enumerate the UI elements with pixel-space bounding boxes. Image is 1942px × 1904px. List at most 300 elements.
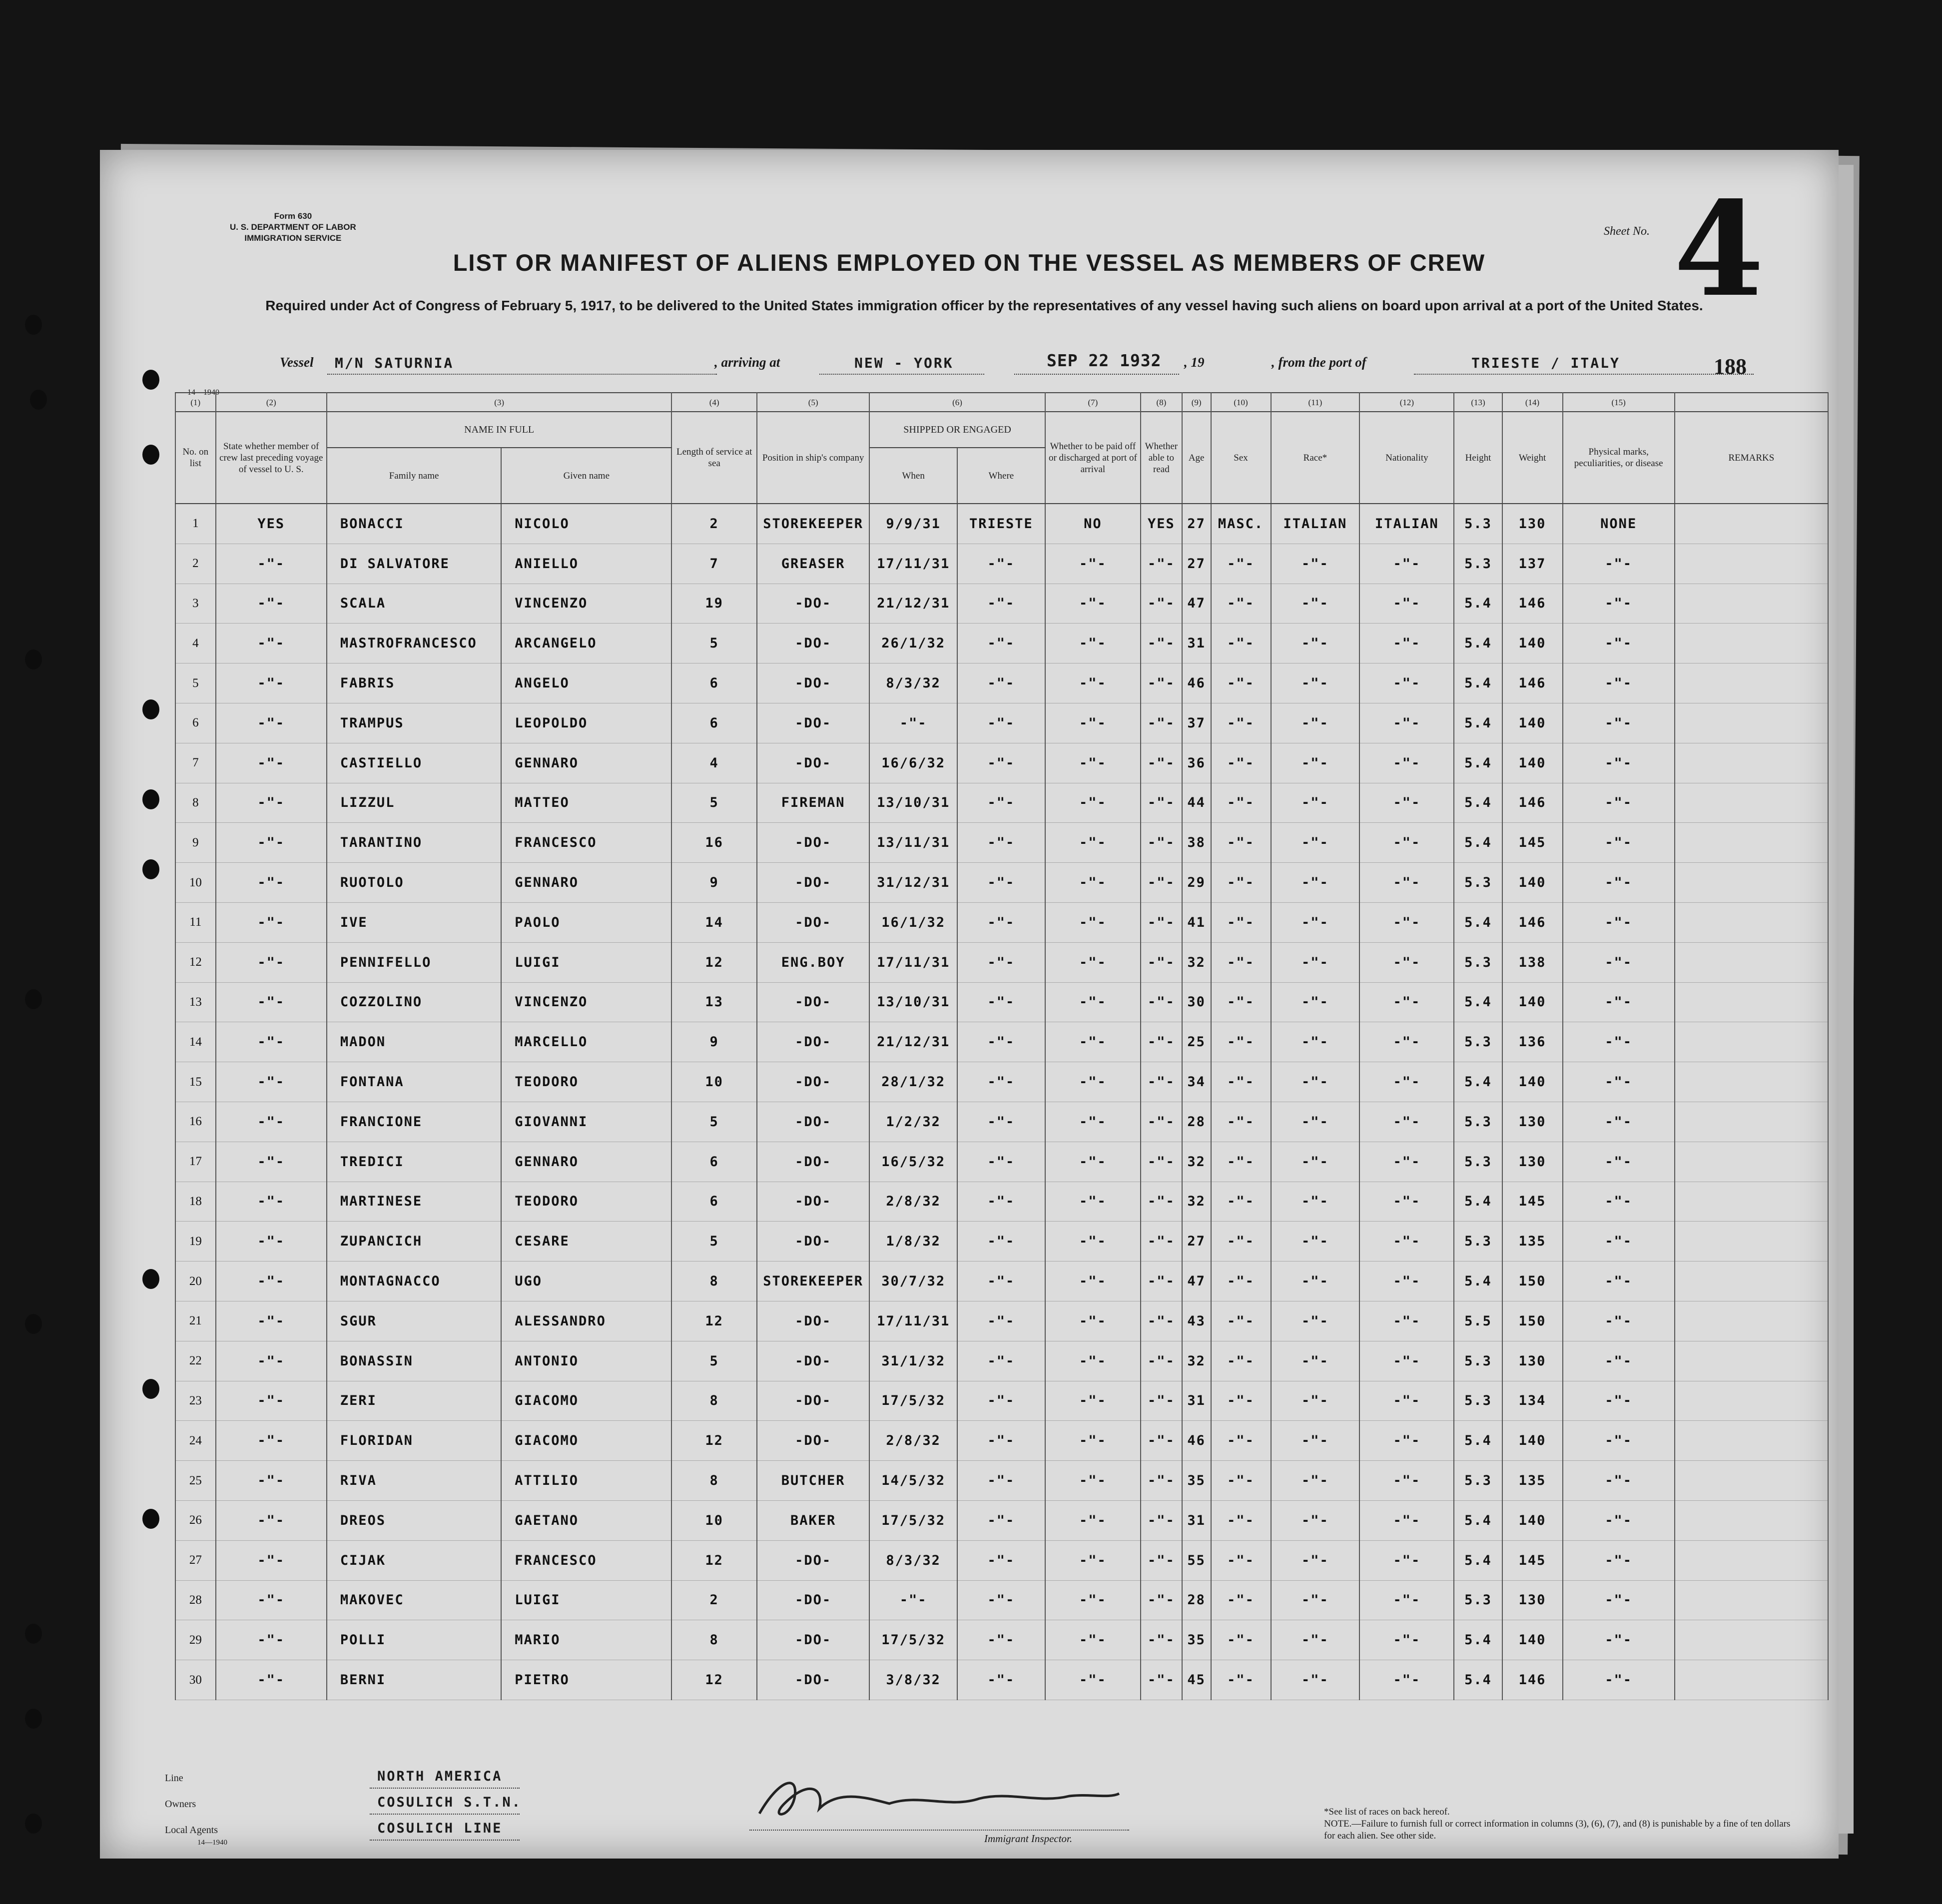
family-name-cell: ZERI xyxy=(327,1381,501,1421)
table-row xyxy=(175,663,1828,703)
height-cell: 5.3 xyxy=(1454,1022,1502,1062)
age-cell: 30 xyxy=(1182,982,1211,1022)
nationality-cell: -"- xyxy=(1359,544,1454,584)
remarks-cell xyxy=(1675,743,1828,783)
physical-marks-cell: -"- xyxy=(1563,703,1675,743)
shipped-where-cell: -"- xyxy=(957,1022,1045,1062)
sex-cell: -"- xyxy=(1211,1620,1271,1660)
row-number-cell: 22 xyxy=(175,1341,216,1381)
given-name-cell: MARCELLO xyxy=(501,1022,671,1062)
family-name-cell: COZZOLINO xyxy=(327,982,501,1022)
height-cell: 5.3 xyxy=(1454,1461,1502,1501)
table-row xyxy=(175,1301,1828,1341)
remarks-cell xyxy=(1675,1182,1828,1222)
weight-cell: 145 xyxy=(1502,823,1563,863)
family-name-cell: MAKOVEC xyxy=(327,1580,501,1620)
dotted-line xyxy=(749,1830,1129,1831)
family-name-cell: BERNI xyxy=(327,1660,501,1700)
shipped-where-cell: -"- xyxy=(957,1142,1045,1182)
position-cell: -DO- xyxy=(757,1580,869,1620)
family-name-cell: TREDICI xyxy=(327,1142,501,1182)
paid-off-cell: -"- xyxy=(1045,942,1141,982)
paid-off-cell: -"- xyxy=(1045,863,1141,903)
height-cell: 5.3 xyxy=(1454,544,1502,584)
paid-off-cell: -"- xyxy=(1045,743,1141,783)
row-number-cell: 12 xyxy=(175,942,216,982)
race-cell: -"- xyxy=(1271,743,1360,783)
paid-off-cell: -"- xyxy=(1045,1142,1141,1182)
sex-cell: -"- xyxy=(1211,823,1271,863)
nationality-cell: -"- xyxy=(1359,783,1454,823)
column-header-service: Length of service at sea xyxy=(671,412,757,504)
table-row xyxy=(175,584,1828,624)
column-header-sex: Sex xyxy=(1211,412,1271,504)
family-name-cell: DREOS xyxy=(327,1500,501,1540)
dotted-line xyxy=(1014,374,1179,375)
able-to-read-cell: -"- xyxy=(1141,1022,1182,1062)
column-number: (7) xyxy=(1045,393,1141,412)
able-to-read-cell: YES xyxy=(1141,504,1182,544)
table-row xyxy=(175,1062,1828,1102)
race-cell: -"- xyxy=(1271,1381,1360,1421)
service-length-cell: 12 xyxy=(671,1660,757,1700)
shipped-where-cell: -"- xyxy=(957,1660,1045,1700)
position-cell: -DO- xyxy=(757,743,869,783)
prev-voyage-cell: YES xyxy=(216,504,327,544)
remarks-cell xyxy=(1675,1381,1828,1421)
service-length-cell: 2 xyxy=(671,1580,757,1620)
able-to-read-cell: -"- xyxy=(1141,1262,1182,1301)
position-cell: STOREKEEPER xyxy=(757,504,869,544)
punch-hole xyxy=(30,390,47,410)
nationality-cell: -"- xyxy=(1359,1262,1454,1301)
service-length-cell: 5 xyxy=(671,783,757,823)
row-number-cell: 11 xyxy=(175,902,216,942)
service-length-cell: 7 xyxy=(671,544,757,584)
paid-off-cell: -"- xyxy=(1045,1660,1141,1700)
row-number-cell: 4 xyxy=(175,624,216,663)
physical-marks-cell: NONE xyxy=(1563,504,1675,544)
shipped-when-cell: 14/5/32 xyxy=(869,1461,957,1501)
physical-marks-cell: -"- xyxy=(1563,1301,1675,1341)
shipped-when-cell: 17/11/31 xyxy=(869,942,957,982)
prev-voyage-cell: -"- xyxy=(216,1222,327,1262)
row-number-cell: 5 xyxy=(175,663,216,703)
position-cell: -DO- xyxy=(757,1421,869,1461)
race-cell: -"- xyxy=(1271,1421,1360,1461)
shipped-when-cell: 16/1/32 xyxy=(869,902,957,942)
given-name-cell: CESARE xyxy=(501,1222,671,1262)
remarks-cell xyxy=(1675,902,1828,942)
height-cell: 5.3 xyxy=(1454,1341,1502,1381)
height-cell: 5.4 xyxy=(1454,1182,1502,1222)
family-name-cell: MADON xyxy=(327,1022,501,1062)
nationality-cell: -"- xyxy=(1359,1461,1454,1501)
given-name-cell: FRANCESCO xyxy=(501,823,671,863)
sex-cell: -"- xyxy=(1211,663,1271,703)
age-cell: 29 xyxy=(1182,863,1211,903)
prev-voyage-cell: -"- xyxy=(216,942,327,982)
nationality-cell: -"- xyxy=(1359,982,1454,1022)
height-cell: 5.3 xyxy=(1454,1381,1502,1421)
weight-cell: 140 xyxy=(1502,982,1563,1022)
prev-voyage-cell: -"- xyxy=(216,584,327,624)
shipped-where-cell: -"- xyxy=(957,1620,1045,1660)
punch-hole xyxy=(142,1509,159,1529)
table-row xyxy=(175,783,1828,823)
paid-off-cell: -"- xyxy=(1045,1262,1141,1301)
table-row xyxy=(175,624,1828,663)
given-name-cell: GIACOMO xyxy=(501,1421,671,1461)
sex-cell: -"- xyxy=(1211,1062,1271,1102)
able-to-read-cell: -"- xyxy=(1141,1461,1182,1501)
paid-off-cell: -"- xyxy=(1045,982,1141,1022)
row-number-cell: 26 xyxy=(175,1500,216,1540)
height-cell: 5.4 xyxy=(1454,1540,1502,1580)
service-length-cell: 9 xyxy=(671,1022,757,1062)
inspector-signature xyxy=(739,1769,1189,1829)
nationality-cell: -"- xyxy=(1359,1620,1454,1660)
shipped-when-cell: 31/12/31 xyxy=(869,863,957,903)
nationality-cell: -"- xyxy=(1359,1102,1454,1142)
shipped-where-cell: -"- xyxy=(957,1301,1045,1341)
given-name-cell: GENNARO xyxy=(501,863,671,903)
height-cell: 5.4 xyxy=(1454,584,1502,624)
family-name-cell: PENNIFELLO xyxy=(327,942,501,982)
sex-cell: -"- xyxy=(1211,1540,1271,1580)
position-cell: BAKER xyxy=(757,1500,869,1540)
able-to-read-cell: -"- xyxy=(1141,1062,1182,1102)
remarks-cell xyxy=(1675,703,1828,743)
family-name-cell: RUOTOLO xyxy=(327,863,501,903)
remarks-cell xyxy=(1675,783,1828,823)
shipped-where-cell: -"- xyxy=(957,1341,1045,1381)
page-title: LIST OR MANIFEST OF ALIENS EMPLOYED ON THE VESSEL AS MEMBERS OF CREW xyxy=(453,249,1486,276)
shipped-where-cell: -"- xyxy=(957,624,1045,663)
height-cell: 5.4 xyxy=(1454,1620,1502,1660)
row-number-cell: 15 xyxy=(175,1062,216,1102)
sex-cell: -"- xyxy=(1211,703,1271,743)
service-length-cell: 6 xyxy=(671,663,757,703)
service-length-cell: 5 xyxy=(671,1102,757,1142)
row-number-cell: 3 xyxy=(175,584,216,624)
shipped-where-cell: TRIESTE xyxy=(957,504,1045,544)
shipped-when-cell: 17/11/31 xyxy=(869,544,957,584)
able-to-read-cell: -"- xyxy=(1141,982,1182,1022)
able-to-read-cell: -"- xyxy=(1141,1142,1182,1182)
prev-voyage-cell: -"- xyxy=(216,1660,327,1700)
paid-off-cell: -"- xyxy=(1045,703,1141,743)
prev-voyage-cell: -"- xyxy=(216,1500,327,1540)
position-cell: -DO- xyxy=(757,1660,869,1700)
given-name-cell: MARIO xyxy=(501,1620,671,1660)
remarks-cell xyxy=(1675,1142,1828,1182)
remarks-cell xyxy=(1675,1062,1828,1102)
race-cell: -"- xyxy=(1271,624,1360,663)
owners-value: COSULICH S.T.N. xyxy=(377,1795,522,1810)
able-to-read-cell: -"- xyxy=(1141,1421,1182,1461)
weight-cell: 130 xyxy=(1502,1580,1563,1620)
able-to-read-cell: -"- xyxy=(1141,624,1182,663)
height-cell: 5.4 xyxy=(1454,1062,1502,1102)
physical-marks-cell: -"- xyxy=(1563,584,1675,624)
crew-manifest-table xyxy=(175,392,1829,1700)
column-header-height: Height xyxy=(1454,412,1502,504)
given-name-cell: PIETRO xyxy=(501,1660,671,1700)
column-header-shipped: SHIPPED OR ENGAGED xyxy=(869,412,1045,448)
family-name-cell: BONASSIN xyxy=(327,1341,501,1381)
table-row xyxy=(175,1620,1828,1660)
remarks-cell xyxy=(1675,584,1828,624)
row-number-cell: 17 xyxy=(175,1142,216,1182)
given-name-cell: ARCANGELO xyxy=(501,624,671,663)
table-row xyxy=(175,1421,1828,1461)
shipped-where-cell: -"- xyxy=(957,663,1045,703)
column-header-family-name: Family name xyxy=(327,448,501,504)
shipped-where-cell: -"- xyxy=(957,1102,1045,1142)
shipped-when-cell: 1/2/32 xyxy=(869,1102,957,1142)
line-label: Line xyxy=(165,1773,183,1784)
punch-hole xyxy=(142,445,159,465)
paid-off-cell: -"- xyxy=(1045,1461,1141,1501)
physical-marks-cell: -"- xyxy=(1563,1142,1675,1182)
shipped-where-cell: -"- xyxy=(957,1262,1045,1301)
position-cell: -DO- xyxy=(757,1620,869,1660)
row-number-cell: 14 xyxy=(175,1022,216,1062)
given-name-cell: PAOLO xyxy=(501,902,671,942)
shipped-where-cell: -"- xyxy=(957,544,1045,584)
given-name-cell: GIOVANNI xyxy=(501,1102,671,1142)
nationality-cell: -"- xyxy=(1359,1301,1454,1341)
service-length-cell: 13 xyxy=(671,982,757,1022)
sex-cell: -"- xyxy=(1211,1262,1271,1301)
given-name-cell: ALESSANDRO xyxy=(501,1301,671,1341)
position-cell: -DO- xyxy=(757,863,869,903)
table-row xyxy=(175,1580,1828,1620)
physical-marks-cell: -"- xyxy=(1563,1262,1675,1301)
sex-cell: -"- xyxy=(1211,982,1271,1022)
shipped-when-cell: 1/8/32 xyxy=(869,1222,957,1262)
shipped-when-cell: 16/6/32 xyxy=(869,743,957,783)
position-cell: -DO- xyxy=(757,703,869,743)
table-row xyxy=(175,743,1828,783)
prev-voyage-cell: -"- xyxy=(216,982,327,1022)
shipped-when-cell: -"- xyxy=(869,1580,957,1620)
height-cell: 5.3 xyxy=(1454,504,1502,544)
weight-cell: 146 xyxy=(1502,1660,1563,1700)
given-name-cell: ATTILIO xyxy=(501,1461,671,1501)
given-name-cell: GENNARO xyxy=(501,1142,671,1182)
paid-off-cell: -"- xyxy=(1045,544,1141,584)
sex-cell: MASC. xyxy=(1211,504,1271,544)
shipped-when-cell: 8/3/32 xyxy=(869,663,957,703)
age-cell: 36 xyxy=(1182,743,1211,783)
family-name-cell: POLLI xyxy=(327,1620,501,1660)
owners-label: Owners xyxy=(165,1799,196,1810)
given-name-cell: GENNARO xyxy=(501,743,671,783)
arriving-label: , arriving at xyxy=(714,355,780,370)
service-length-cell: 8 xyxy=(671,1461,757,1501)
family-name-cell: FABRIS xyxy=(327,663,501,703)
physical-marks-cell: -"- xyxy=(1563,982,1675,1022)
shipped-where-cell: -"- xyxy=(957,1540,1045,1580)
column-number: (15) xyxy=(1563,393,1675,412)
punch-hole xyxy=(142,699,159,719)
race-cell: -"- xyxy=(1271,1620,1360,1660)
family-name-cell: LIZZUL xyxy=(327,783,501,823)
prev-voyage-cell: -"- xyxy=(216,1062,327,1102)
shipped-when-cell: 31/1/32 xyxy=(869,1341,957,1381)
nationality-cell: -"- xyxy=(1359,1580,1454,1620)
position-cell: ENG.BOY xyxy=(757,942,869,982)
shipped-when-cell: 13/11/31 xyxy=(869,823,957,863)
given-name-cell: LUIGI xyxy=(501,942,671,982)
prev-voyage-cell: -"- xyxy=(216,1580,327,1620)
family-name-cell: ZUPANCICH xyxy=(327,1222,501,1262)
nationality-cell: -"- xyxy=(1359,1540,1454,1580)
weight-cell: 130 xyxy=(1502,1341,1563,1381)
shipped-when-cell: 26/1/32 xyxy=(869,624,957,663)
sex-cell: -"- xyxy=(1211,1182,1271,1222)
shipped-when-cell: 21/12/31 xyxy=(869,1022,957,1062)
age-cell: 31 xyxy=(1182,1381,1211,1421)
physical-marks-cell: -"- xyxy=(1563,1222,1675,1262)
shipped-where-cell: -"- xyxy=(957,1222,1045,1262)
shipped-when-cell: 2/8/32 xyxy=(869,1421,957,1461)
department: U. S. DEPARTMENT OF LABOR xyxy=(230,222,356,232)
table-row xyxy=(175,823,1828,863)
race-cell: -"- xyxy=(1271,902,1360,942)
vessel-name: M/N SATURNIA xyxy=(335,355,454,371)
given-name-cell: GIACOMO xyxy=(501,1381,671,1421)
family-name-cell: FONTANA xyxy=(327,1062,501,1102)
punch-hole xyxy=(142,789,159,809)
dotted-line xyxy=(370,1814,520,1815)
shipped-where-cell: -"- xyxy=(957,1062,1045,1102)
physical-marks-cell: -"- xyxy=(1563,783,1675,823)
shipped-when-cell: 17/5/32 xyxy=(869,1620,957,1660)
weight-cell: 135 xyxy=(1502,1222,1563,1262)
position-cell: -DO- xyxy=(757,624,869,663)
column-number: (8) xyxy=(1141,393,1182,412)
nationality-cell: -"- xyxy=(1359,823,1454,863)
remarks-cell xyxy=(1675,1620,1828,1660)
table-row xyxy=(175,1500,1828,1540)
service-length-cell: 8 xyxy=(671,1381,757,1421)
weight-cell: 140 xyxy=(1502,743,1563,783)
shipped-when-cell: 9/9/31 xyxy=(869,504,957,544)
age-cell: 37 xyxy=(1182,703,1211,743)
height-cell: 5.4 xyxy=(1454,1421,1502,1461)
table-row xyxy=(175,1660,1828,1700)
nationality-cell: ITALIAN xyxy=(1359,504,1454,544)
able-to-read-cell: -"- xyxy=(1141,1341,1182,1381)
position-cell: -DO- xyxy=(757,1341,869,1381)
family-name-cell: MARTINESE xyxy=(327,1182,501,1222)
sex-cell: -"- xyxy=(1211,624,1271,663)
weight-cell: 146 xyxy=(1502,663,1563,703)
dotted-line xyxy=(370,1840,520,1841)
print-code: 14—1940 xyxy=(197,1839,227,1847)
race-cell: -"- xyxy=(1271,783,1360,823)
age-cell: 34 xyxy=(1182,1062,1211,1102)
service-length-cell: 16 xyxy=(671,823,757,863)
sex-cell: -"- xyxy=(1211,783,1271,823)
table-row xyxy=(175,1540,1828,1580)
family-name-cell: TRAMPUS xyxy=(327,703,501,743)
shipped-when-cell: 8/3/32 xyxy=(869,1540,957,1580)
family-name-cell: MASTROFRANCESCO xyxy=(327,624,501,663)
arrival-date: SEP 22 1932 xyxy=(1047,351,1162,370)
nationality-cell: -"- xyxy=(1359,1182,1454,1222)
position-cell: -DO- xyxy=(757,1222,869,1262)
paid-off-cell: -"- xyxy=(1045,1381,1141,1421)
position-cell: -DO- xyxy=(757,1142,869,1182)
punch-hole xyxy=(25,989,42,1009)
prev-voyage-cell: -"- xyxy=(216,1301,327,1341)
paid-off-cell: -"- xyxy=(1045,1022,1141,1062)
service-length-cell: 19 xyxy=(671,584,757,624)
table-row xyxy=(175,504,1828,544)
position-cell: BUTCHER xyxy=(757,1461,869,1501)
table-row xyxy=(175,1102,1828,1142)
able-to-read-cell: -"- xyxy=(1141,1620,1182,1660)
service-length-cell: 6 xyxy=(671,1182,757,1222)
nationality-cell: -"- xyxy=(1359,663,1454,703)
column-number-row xyxy=(175,393,1828,412)
paid-off-cell: -"- xyxy=(1045,1062,1141,1102)
weight-cell: 145 xyxy=(1502,1540,1563,1580)
weight-cell: 136 xyxy=(1502,1022,1563,1062)
nationality-cell: -"- xyxy=(1359,902,1454,942)
table-row xyxy=(175,1022,1828,1062)
prev-voyage-cell: -"- xyxy=(216,1182,327,1222)
column-header-paid-off: Whether to be paid off or discharged at port of arrival xyxy=(1045,412,1141,504)
physical-marks-cell: -"- xyxy=(1563,1341,1675,1381)
age-cell: 28 xyxy=(1182,1580,1211,1620)
nationality-cell: -"- xyxy=(1359,1022,1454,1062)
weight-cell: 145 xyxy=(1502,1182,1563,1222)
able-to-read-cell: -"- xyxy=(1141,823,1182,863)
table-row xyxy=(175,902,1828,942)
age-cell: 32 xyxy=(1182,1182,1211,1222)
able-to-read-cell: -"- xyxy=(1141,703,1182,743)
column-header-name: NAME IN FULL xyxy=(327,412,672,448)
remarks-cell xyxy=(1675,544,1828,584)
race-cell: -"- xyxy=(1271,1062,1360,1102)
prev-voyage-cell: -"- xyxy=(216,663,327,703)
paid-off-cell: -"- xyxy=(1045,1620,1141,1660)
service-length-cell: 5 xyxy=(671,1222,757,1262)
position-cell: -DO- xyxy=(757,1022,869,1062)
remarks-cell xyxy=(1675,1461,1828,1501)
row-number-cell: 29 xyxy=(175,1620,216,1660)
inspector-label: Immigrant Inspector. xyxy=(984,1833,1073,1845)
column-number: (13) xyxy=(1454,393,1502,412)
physical-marks-cell: -"- xyxy=(1563,1182,1675,1222)
shipped-when-cell: 3/8/32 xyxy=(869,1660,957,1700)
nationality-cell: -"- xyxy=(1359,1341,1454,1381)
able-to-read-cell: -"- xyxy=(1141,1660,1182,1700)
column-number: (12) xyxy=(1359,393,1454,412)
able-to-read-cell: -"- xyxy=(1141,1540,1182,1580)
able-to-read-cell: -"- xyxy=(1141,544,1182,584)
weight-cell: 138 xyxy=(1502,942,1563,982)
sex-cell: -"- xyxy=(1211,1341,1271,1381)
footnotes xyxy=(1324,1806,1804,1842)
position-cell: -DO- xyxy=(757,1540,869,1580)
weight-cell: 140 xyxy=(1502,1062,1563,1102)
